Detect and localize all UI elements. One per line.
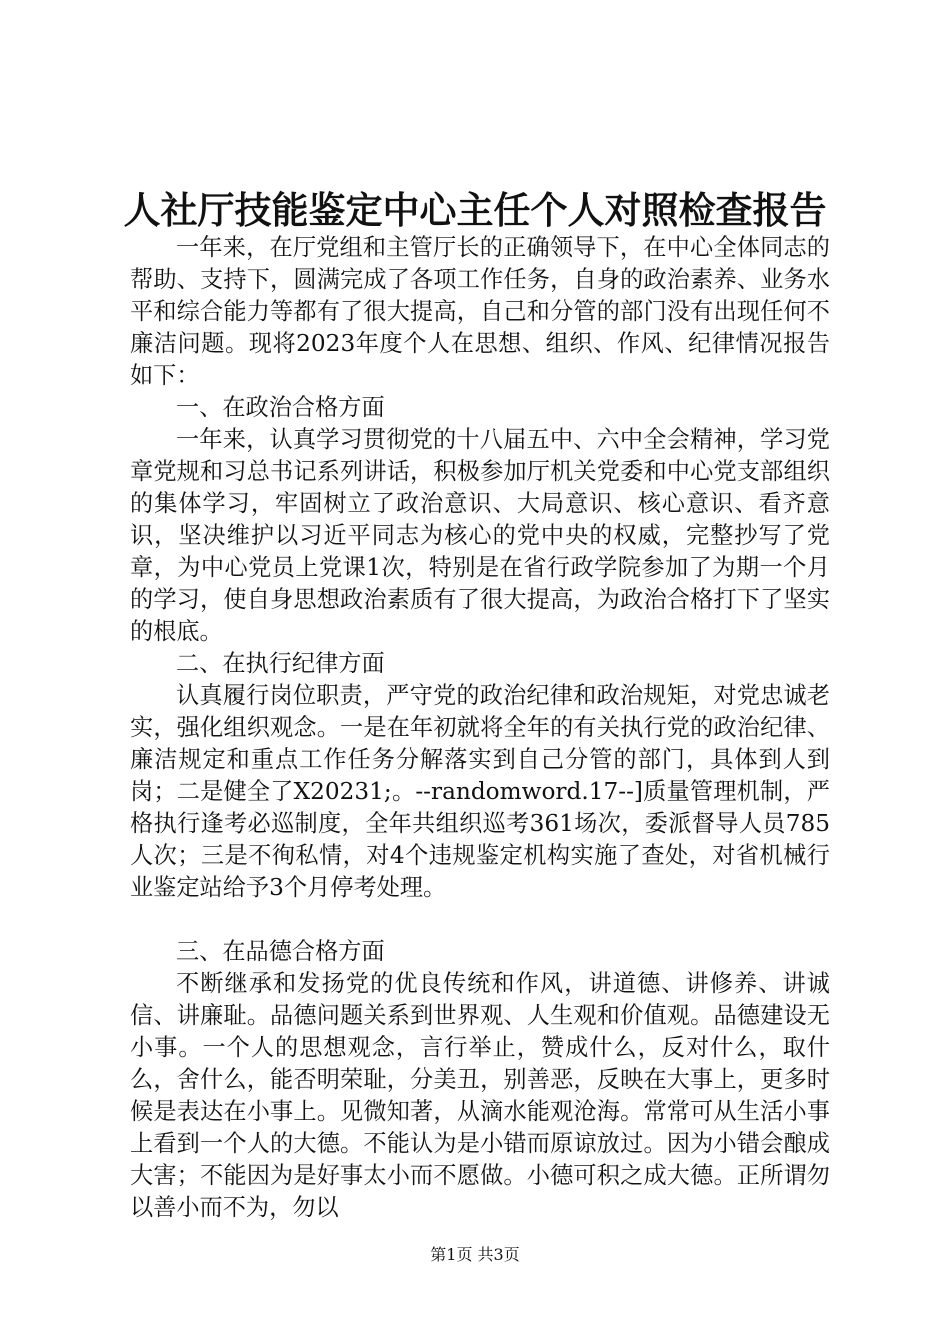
document-body bbox=[130, 232, 830, 1224]
morality-paragraph: 不断继承和发扬党的优良传统和作风，讲道德、讲修养、讲诚信、讲廉耻。品德问题关系到世界观、人生观和价值观。品德建设无小事。一个人的思想观念，言行举止，赞成什么，反对什么，取什么，舍什么，能否明荣耻，分美丑，别善恶，反映在大事上，更多时候是表达在小事上。见微知著，从滴水能观沧海。常常可从生活小事上看到一个人的大德。不能认为是小错而原谅放过。因为小错会酿成大害；不能因为是好事太小而不愿做。小德可积之成大德。正所谓勿以善小而不为，勿以 bbox=[130, 970, 830, 1221]
political-paragraph: 一年来，认真学习贯彻党的十八届五中、六中全会精神，学习党章党规和习总书记系列讲话，积极参加厅机关党委和中心党支部组织的集体学习，牢固树立了政治意识、大局意识、核心意识、看齐意识，坚决维护以习近平同志为核心的党中央的权威，完整抄写了党章，为中心党员上党课1次，特别是在省行政学院参加了为期一个月的学习，使自身思想政治素质有了很大提高，为政治合格打下了坚实的根底。 bbox=[130, 426, 830, 645]
intro-paragraph: 一年来，在厅党组和主管厅长的正确领导下，在中心全体同志的帮助、支持下，圆满完成了各项工作任务，自身的政治素养、业务水平和综合能力等都有了很大提高，自己和分管的部门没有出现任何不廉洁问题。现将2023年度个人在思想、组织、作风、纪律情况报告如下： bbox=[130, 234, 830, 389]
page-footer: 第1页 共3页 bbox=[430, 1245, 520, 1264]
section-heading-political: 一、在政治合格方面 bbox=[176, 394, 385, 421]
document-title: 人社厅技能鉴定中心主任个人对照检查报告 bbox=[123, 188, 827, 232]
discipline-paragraph: 认真履行岗位职责，严守党的政治纪律和政治规矩，对党忠诚老实，强化组织观念。一是在年初就将全年的有关执行党的政治纪律、廉洁规定和重点工作任务分解落实到自己分管的部门，具体到人到岗；二是健全了X20231;。--randomword.17--]质量管理机制，严格执行逢考必巡制度，全年共组织巡考361场次，委派督导人员785人次；三是不徇私情，对4个违规鉴定机构实施了查处，对省机械行业鉴定站给予3个月停考处理。 bbox=[130, 682, 830, 901]
section-heading-discipline: 二、在执行纪律方面 bbox=[176, 650, 385, 677]
section-heading-morality: 三、在品德合格方面 bbox=[176, 938, 385, 965]
